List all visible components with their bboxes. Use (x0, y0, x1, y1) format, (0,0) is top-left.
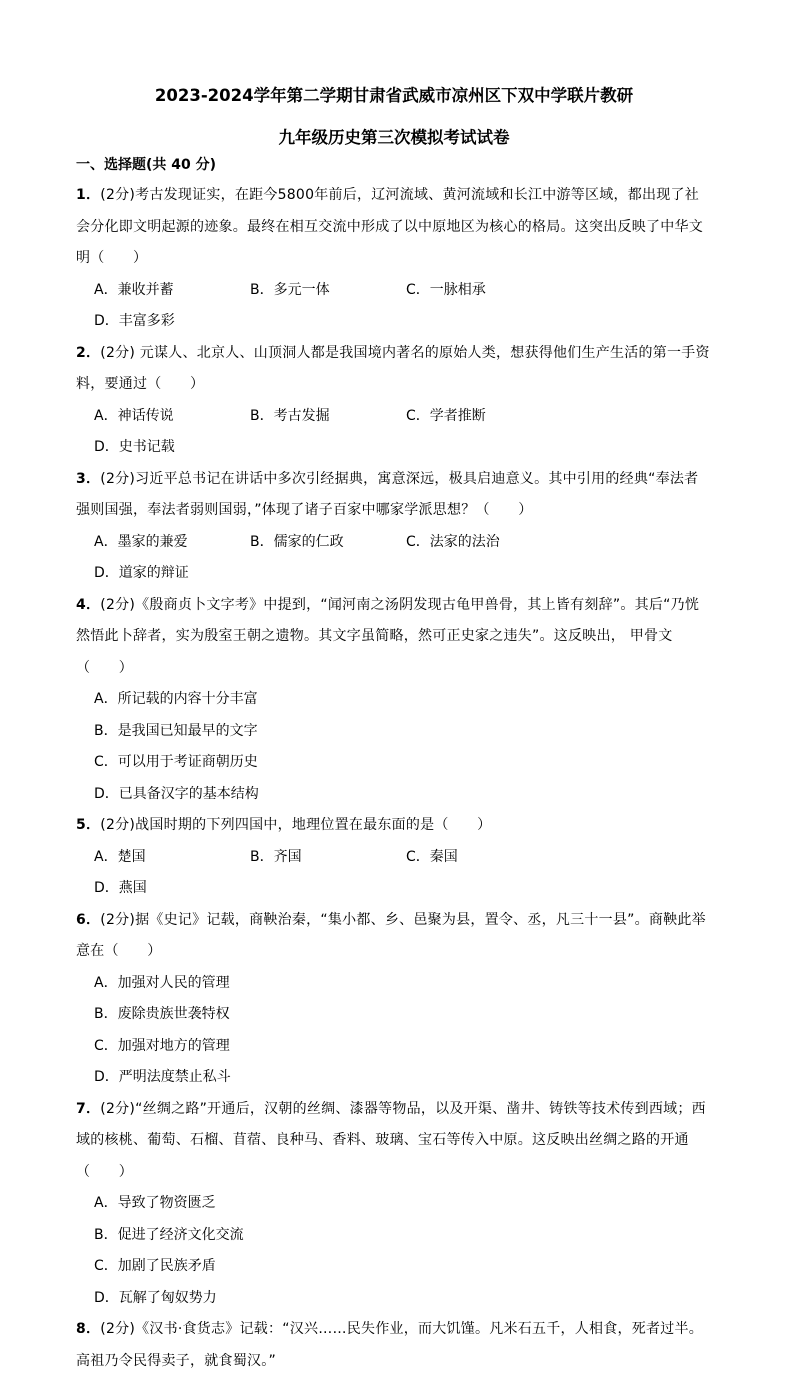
question-score: (2分) (100, 1321, 136, 1337)
option-c[interactable]: C．法家的法治 (406, 533, 500, 550)
option-d[interactable]: D．燕国 (94, 880, 147, 896)
question-text: “丝绸之路”开通后，汉朝的丝绸、漆器等物品，以及开渠、凿井、铸铁等技术传到西域；西域的核桃、葡萄、石榴、苜蓿、良种马、香料、玻璃、宝石等传入中原。这反映出丝绸之路的开通（ ） (76, 1100, 706, 1180)
option-a[interactable]: A．导致了物资匮乏 (94, 1195, 216, 1211)
question-text: 《殷商贞卜文字考》中提到，“闻河南之汤阴发现古龟甲兽骨，其上皆有刻辞”。其后“乃恍然悟此卜辞者，实为殷室王朝之遗物。其文字虽简略，然可正史家之违失”。这反映出， 甲骨文（ ） (76, 596, 700, 676)
question-stem (76, 1314, 712, 1377)
question-number: 6． (76, 911, 101, 928)
question-6 (76, 905, 712, 1094)
question-3 (76, 464, 712, 590)
option-a[interactable]: A．神话传说 (94, 407, 174, 424)
question-2 (76, 338, 712, 464)
question-score: (2分) (100, 1100, 136, 1117)
option-c[interactable]: C．秦国 (406, 848, 458, 865)
option-b[interactable]: B．是我国已知最早的文字 (94, 722, 258, 739)
option-d[interactable]: D．瓦解了匈奴势力 (94, 1289, 217, 1306)
question-options (76, 1188, 712, 1314)
question-stem (76, 464, 712, 527)
option-b[interactable]: B．儒家的仁政 (250, 533, 344, 550)
option-a[interactable]: A．加强对人民的管理 (94, 974, 230, 991)
question-1 (76, 180, 712, 338)
question-options (76, 275, 712, 338)
question-text: 《汉书·食货志》记载：“汉兴……民失作业，而大饥馑。凡米石五千，人相食，死者过半。高祖乃令民得卖子，就食蜀汉。” (76, 1321, 704, 1369)
question-options (76, 401, 712, 464)
question-8 (76, 1314, 712, 1377)
question-4 (76, 590, 712, 811)
option-b[interactable]: B．齐国 (250, 848, 302, 865)
question-stem (76, 338, 712, 401)
question-score: (2分) (100, 911, 136, 928)
option-a[interactable]: A．所记载的内容十分丰富 (94, 691, 258, 707)
question-options (76, 684, 712, 810)
question-score: (2分) (100, 470, 136, 487)
option-c[interactable]: C．可以用于考证商朝历史 (94, 754, 258, 770)
exam-title-line-2: 九年级历史第三次模拟考试试卷 (278, 128, 510, 147)
question-stem (76, 810, 712, 842)
question-score: (2分) (100, 817, 136, 833)
question-options (76, 527, 712, 590)
question-stem (76, 905, 712, 968)
option-b[interactable]: B．考古发掘 (250, 407, 330, 424)
option-a[interactable]: A．楚国 (94, 848, 146, 865)
question-stem (76, 1094, 712, 1189)
option-b[interactable]: B．废除贵族世袭特权 (94, 1006, 230, 1022)
question-text: 元谋人、北京人、山顶洞人都是我国境内著名的原始人类，想获得他们生产生活的第一手资料，要通过（ ） (76, 344, 710, 392)
question-stem (76, 590, 712, 685)
question-number: 4． (76, 596, 101, 613)
option-a[interactable]: A．墨家的兼爱 (94, 533, 188, 550)
option-b[interactable]: B．促进了经济文化交流 (94, 1226, 244, 1243)
option-b[interactable]: B．多元一体 (250, 281, 330, 298)
option-a[interactable]: A．兼收并蓄 (94, 281, 174, 298)
question-number: 2． (76, 344, 101, 361)
question-options (76, 842, 712, 905)
question-7 (76, 1094, 712, 1315)
question-text: 习近平总书记在讲话中多次引经据典，寓意深远，极具启迪意义。其中引用的经典“奉法者强则国强，奉法者弱则国弱，”体现了诸子百家中哪家学派思想？（ ） (76, 470, 699, 518)
option-d[interactable]: D．严明法度禁止私斗 (94, 1069, 231, 1085)
option-c[interactable]: C．加强对地方的管理 (94, 1037, 230, 1054)
exam-title-line-1: 2023-2024学年第二学期甘肃省武威市凉州区下双中学联片教研 (154, 86, 634, 105)
question-number: 1． (76, 187, 101, 203)
question-score: (2分) (100, 344, 136, 361)
option-d[interactable]: D．已具备汉字的基本结构 (94, 785, 259, 802)
option-c[interactable]: C．学者推断 (406, 407, 486, 424)
question-stem (76, 180, 712, 275)
question-score: (2分) (100, 187, 136, 203)
option-d[interactable]: D．道家的辩证 (94, 565, 189, 581)
question-number: 8． (76, 1321, 101, 1337)
question-text: 战国时期的下列四国中，地理位置在最东面的是（ ） (135, 817, 492, 833)
question-score: (2分) (100, 596, 136, 613)
section-heading: 一、选择题(共 40 分) (76, 157, 217, 173)
question-5 (76, 810, 712, 905)
option-d[interactable]: D．丰富多彩 (94, 313, 175, 329)
question-text: 据《史记》记载，商鞅治秦，“集小都、乡、邑聚为县，置令、丞，凡三十一县”。商鞅此举意在（ ） (76, 911, 706, 959)
question-number: 5． (76, 817, 101, 833)
question-number: 3． (76, 470, 101, 487)
option-c[interactable]: C．一脉相承 (406, 281, 486, 298)
option-c[interactable]: C．加剧了民族矛盾 (94, 1258, 216, 1274)
question-number: 7． (76, 1100, 101, 1117)
question-text: 考古发现证实，在距今5800年前后，辽河流域、黄河流域和长江中游等区域，都出现了社会分化即文明起源的迹象。最终在相互交流中形成了以中原地区为核心的格局。这突出反映了中华文明（ ） (76, 187, 703, 266)
option-d[interactable]: D．史书记载 (94, 439, 175, 455)
question-options (76, 968, 712, 1094)
